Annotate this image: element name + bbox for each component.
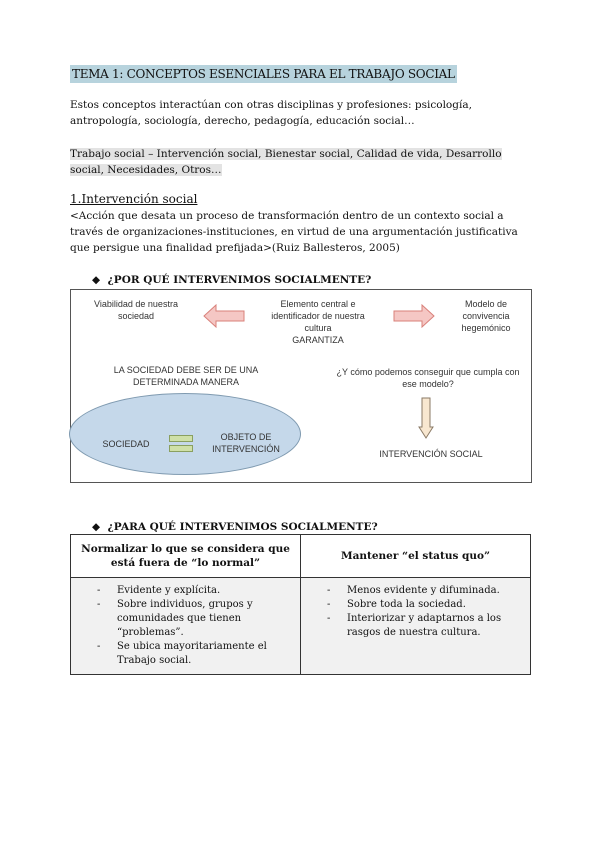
list-item: - Sobre toda la sociedad. (327, 599, 466, 610)
diagram-viabilidad: Viabilidad de nuestra sociedad (94, 299, 178, 321)
what-for-heading-text: ¿PARA QUÉ INTERVENIMOS SOCIALMENTE? (107, 521, 378, 533)
diagram-modelo: Modelo de convivencia hegemónico (461, 299, 511, 333)
what-for-heading (92, 520, 378, 534)
diagram-objeto: OBJETO DE INTERVENCIÓN (212, 432, 280, 454)
concepts-text: Trabajo social – Intervención social, Bienestar social, Calidad de vida, Desarrollo social, Necesidades, Otros… (70, 148, 502, 176)
diagram-intervencion-social: INTERVENCIÓN SOCIAL (379, 449, 483, 459)
concepts-paragraph (70, 146, 510, 178)
why-heading (92, 273, 371, 287)
list-item: - Sobre individuos, grupos y comunidades que tienen “problemas”. (97, 599, 253, 638)
diagram-elemento: Elemento central e identificador de nuestra cultura (271, 299, 365, 333)
list-item: - Menos evidente y difuminada. (327, 585, 500, 596)
list-item: - Interiorizar y adaptarnos a los rasgos de nuestra cultura. (327, 613, 502, 638)
table-header-status-quo: Mantener “el status quo” (301, 535, 531, 578)
intro-paragraph: Estos conceptos interactúan con otras disciplinas y profesiones: psicología, antropología, sociología, derecho, pedagogía, educación social… (70, 99, 472, 127)
definition-quote: <Acción que desata un proceso de transformación dentro de un contexto social a través de organizaciones-instituciones, en virtud de una argumentación justificativa que persigue una finalidad prefijada>(Ruiz Ballesteros, 2005) (70, 210, 518, 254)
table-header-normalizar: Normalizar lo que se considera que está fuera de “lo normal” (71, 535, 301, 578)
equals-bar-top (169, 435, 193, 442)
comparison-table (70, 534, 531, 675)
normalizar-list (77, 584, 294, 668)
left-arrow-icon (203, 304, 245, 328)
section-heading-intervencion: 1.Intervención social (70, 192, 198, 206)
equals-bar-bottom (169, 445, 193, 452)
why-diagram (70, 289, 532, 483)
why-heading-text: ¿POR QUÉ INTERVENIMOS SOCIALMENTE? (107, 274, 372, 286)
page-title: TEMA 1: CONCEPTOS ESENCIALES PARA EL TRABAJO SOCIAL (72, 67, 455, 81)
diamond-bullet-icon: ◆ (92, 521, 101, 533)
down-arrow-icon (418, 397, 434, 439)
list-item: - Evidente y explícita. (97, 585, 221, 596)
diagram-garantiza: GARANTIZA (292, 335, 344, 345)
diagram-como-conseguir: ¿Y cómo podemos conseguir que cumpla con ese modelo? (336, 367, 520, 389)
list-item: - Se ubica mayoritariamente el Trabajo social. (97, 641, 267, 666)
right-arrow-icon (393, 304, 435, 328)
table-cell-normalizar (71, 578, 301, 675)
diamond-bullet-icon: ◆ (92, 274, 101, 286)
diagram-sociedad-debe: LA SOCIEDAD DEBE SER DE UNA DETERMINADA MANERA (113, 365, 259, 387)
diagram-sociedad: SOCIEDAD (102, 439, 150, 449)
status-quo-list (307, 584, 524, 640)
table-cell-status-quo (301, 578, 531, 675)
